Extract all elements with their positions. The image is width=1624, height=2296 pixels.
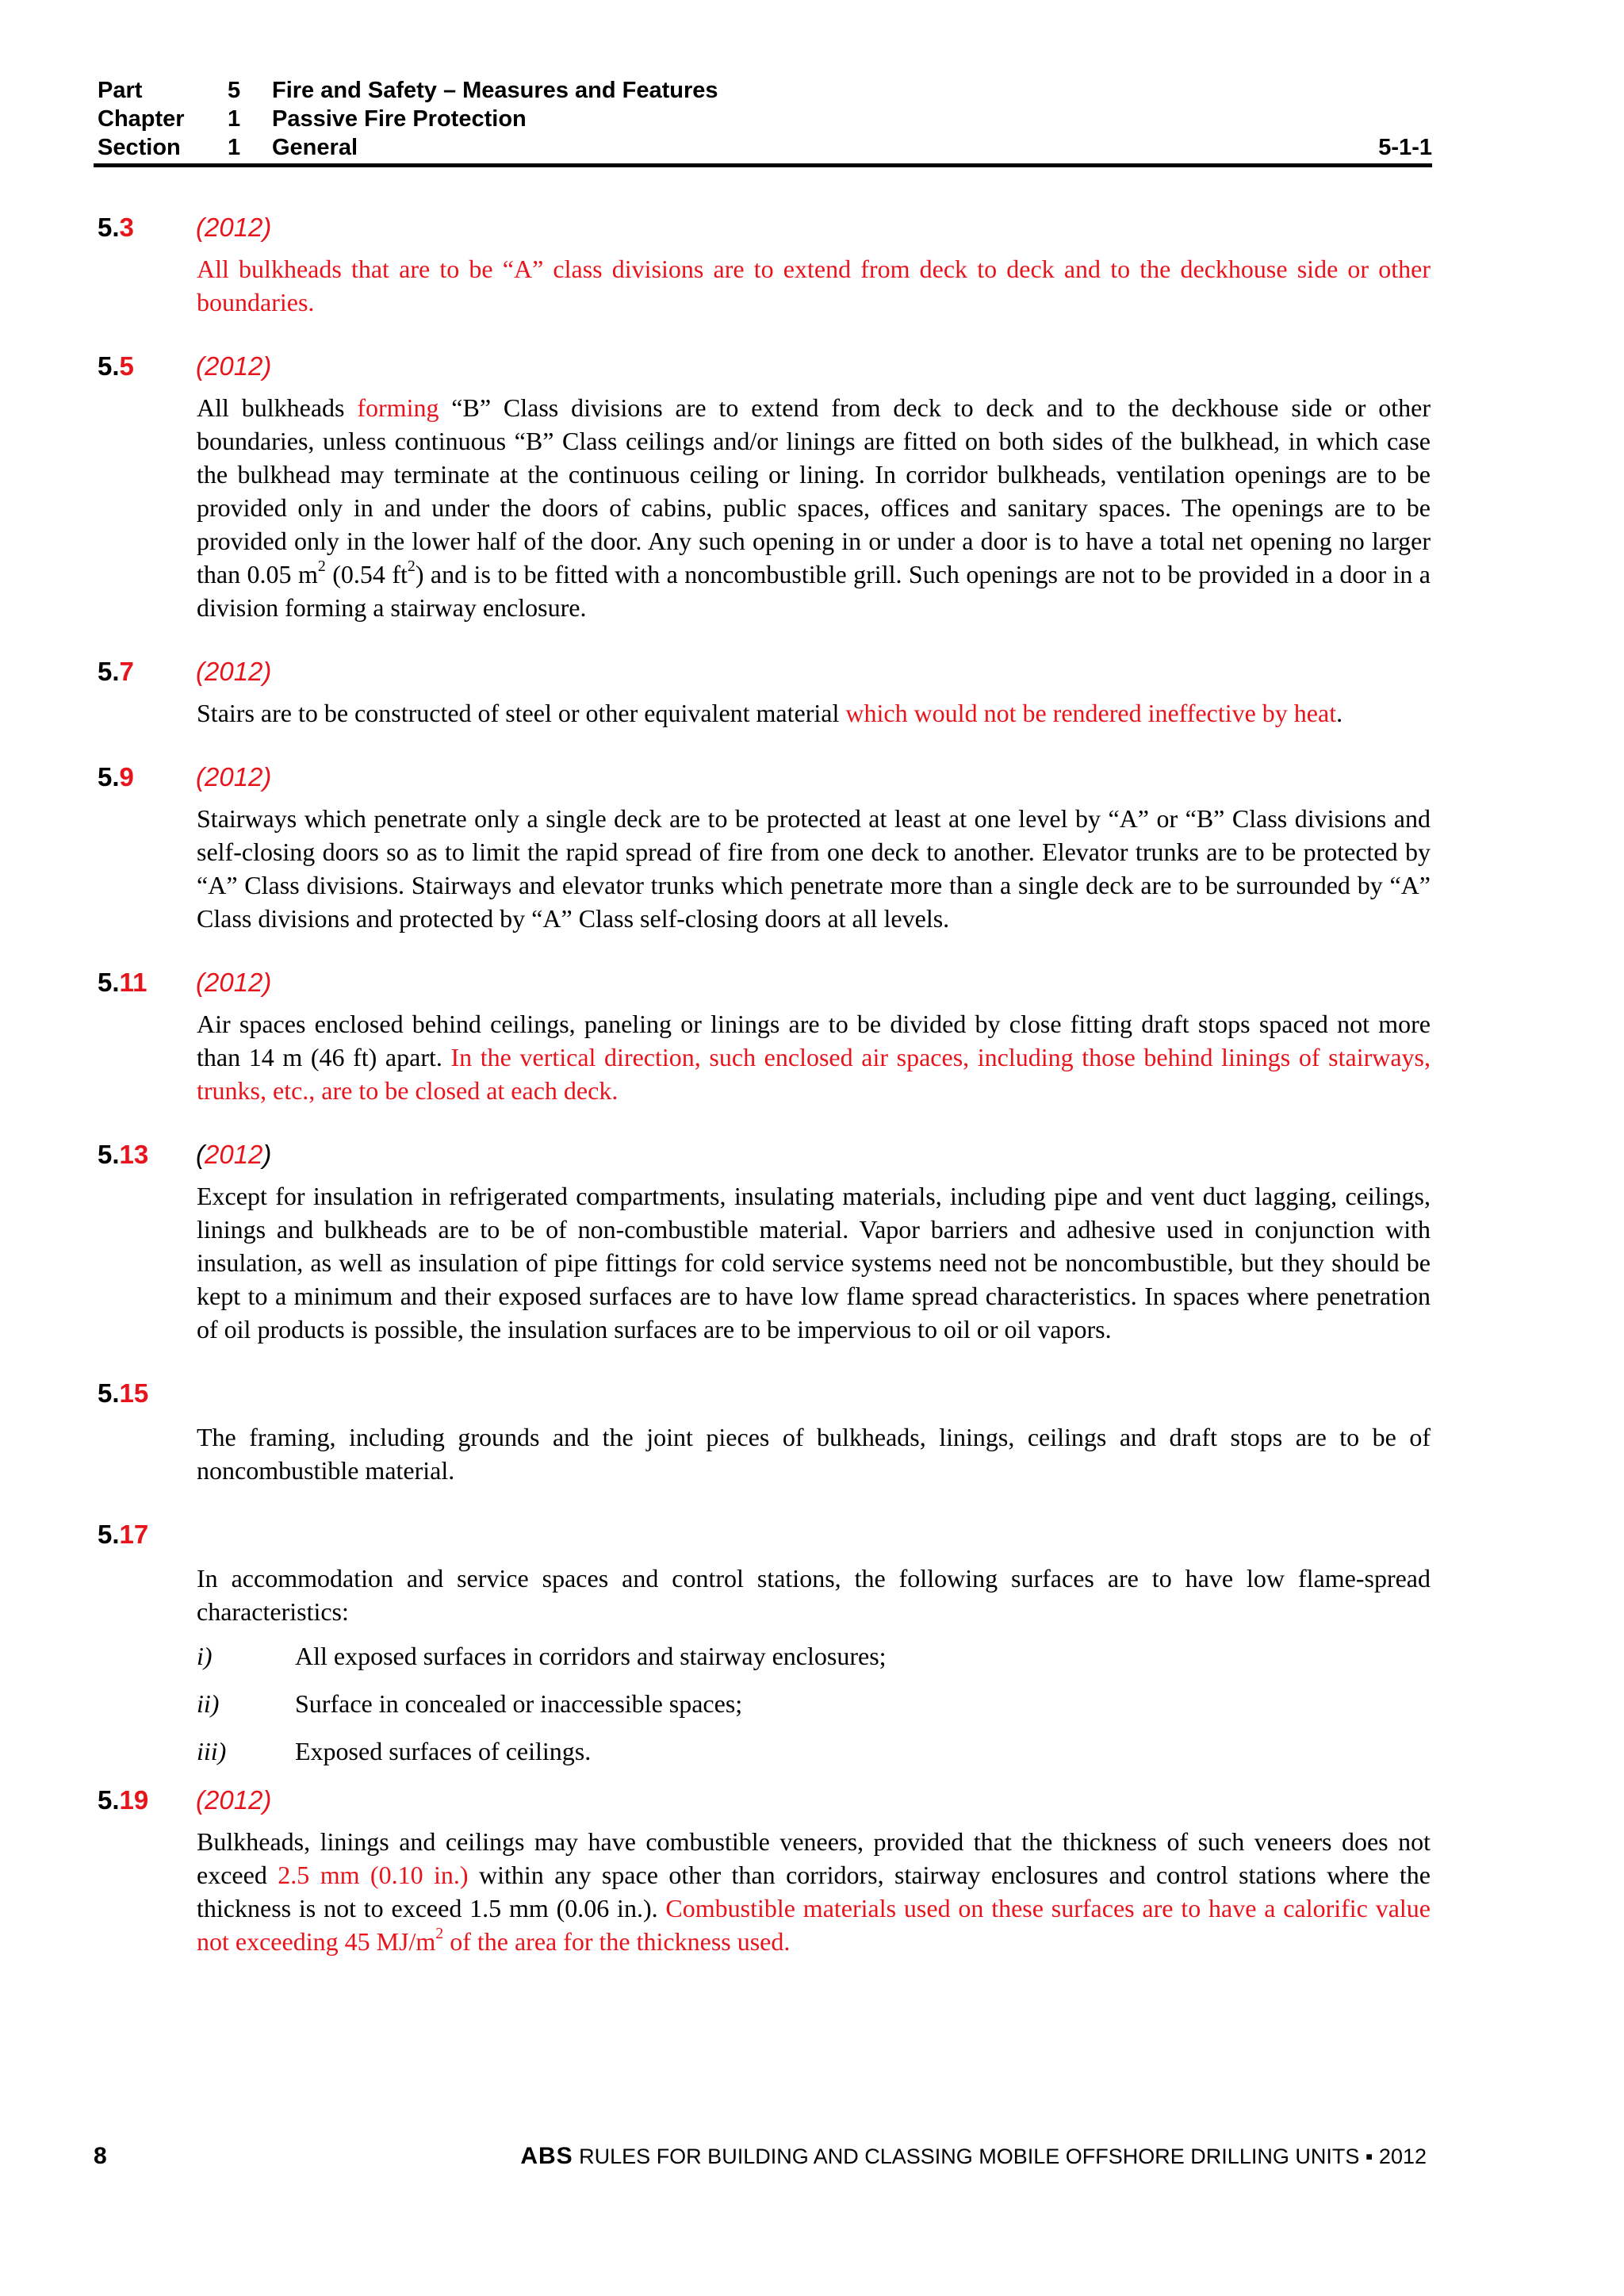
paragraph-5-17 — [98, 1520, 1431, 1768]
header-chapter-title: Passive Fire Protection — [272, 106, 527, 132]
paragraph-text: All bulkheads forming “B” Class divisions are to extend from deck to deck and to the deckhouse side or other boundaries, unless continuous “B” Class ceilings and/or linings are fitted on both sides of the bulkhead, in which case the bulkhead may terminate at the continuous ceiling or lining. In corridor bulkheads, ventilation openings are to be provided only in and under the doors of cabins, public spaces, offices and sanitary spaces. The openings are to be provided only in the lower half of the door. Any such opening in or under a door is to have a total net opening no larger than 0.05 $m^2$ (0.54 $ft^2$) and is to be fitted with a noncombustible grill. Such openings are not to be provided in a door in a division forming a stairway enclosure. — [197, 393, 1431, 622]
document-body — [98, 213, 1431, 1991]
list-item-text: Exposed surfaces of ceilings. — [295, 1737, 592, 1765]
paragraph-5-7 — [98, 657, 1431, 730]
paragraph-number: 5.7 — [98, 657, 134, 686]
header-reference: 5-1-1 — [1378, 135, 1432, 160]
paragraph-text: In accommodation and service spaces and control stations, the following surfaces are to have low flame-spread characteristics: — [197, 1564, 1431, 1626]
revision-tag: (2012) — [196, 1785, 272, 1815]
running-header — [98, 76, 1432, 162]
list-item — [197, 1639, 1431, 1673]
paragraph-text: The framing, including grounds and the joint pieces of bulkheads, linings, ceilings and draft stops are to be of noncombustible material. — [197, 1423, 1431, 1485]
paragraph-text: Except for insulation in refrigerated compartments, insulating materials, including pipe and vent duct lagging, ceilings, linings and bulkheads are to be of non-combustible material. Vapor barriers and adhesive used in conjunction with insulation, as well as insulation of pipe fittings for cold service systems need not be noncombustible, but they should be kept to a minimum and their exposed surfaces are to have low flame spread characteristics. In spaces where penetration of oil products is possible, the insulation surfaces are to be impervious to oil or oil vapors. — [197, 1182, 1431, 1343]
paragraph-number: 5.13 — [98, 1140, 149, 1169]
paragraph-heading — [98, 1140, 1431, 1179]
list-marker: ii) — [197, 1689, 220, 1718]
paragraph-heading — [98, 351, 1431, 391]
paragraph-text: Bulkheads, linings and ceilings may have combustible veneers, provided that the thickness of such veneers does not exceed 2.5 mm (0.10 in.) within any space other than corridors, stairway enclosures and control stations where the thickness is not to exceed 1.5 mm (0.06 in.). Combustible materials used on these surfaces are to have a calorific value not exceeding 45 $MJ/m^2$ of the area for the thickness used. — [197, 1827, 1431, 1956]
revision-tag: (2012) — [196, 213, 272, 242]
header-section-title: General — [272, 135, 358, 160]
revision-tag: (2012) — [196, 968, 272, 997]
paragraph-5-13 — [98, 1140, 1431, 1346]
list-item — [197, 1734, 1431, 1768]
paragraph-heading — [98, 1785, 1431, 1825]
header-chapter-label: Chapter — [98, 106, 185, 132]
paragraph-number: 5.15 — [98, 1378, 149, 1408]
header-section-label: Section — [98, 135, 181, 160]
paragraph-number: 5.11 — [98, 968, 147, 997]
list-item-text: Surface in concealed or inaccessible spaces; — [295, 1689, 743, 1718]
paragraph-text: Stairs are to be constructed of steel or other equivalent material which would not be rendered ineffective by heat. — [197, 699, 1343, 727]
header-part-title: Fire and Safety – Measures and Features — [272, 78, 718, 103]
paragraph-heading — [98, 213, 1431, 252]
paragraph-number: 5.5 — [98, 351, 134, 381]
paragraph-5-11 — [98, 968, 1431, 1107]
paragraph-number: 5.19 — [98, 1785, 149, 1815]
revision-tag: (2012) — [196, 657, 272, 686]
paragraph-heading — [98, 968, 1431, 1007]
header-chapter-row — [98, 105, 1432, 133]
paragraph-number: 5.9 — [98, 762, 134, 792]
paragraph-text: All bulkheads that are to be “A” class divisions are to extend from deck to deck and to the deckhouse side or other boundaries. — [197, 255, 1431, 316]
running-footer — [94, 2143, 1427, 2170]
paragraph-heading — [98, 657, 1431, 696]
paragraph-5-3 — [98, 213, 1431, 319]
revision-tag: (2012) — [196, 351, 272, 381]
header-section-number: 1 — [228, 135, 241, 160]
header-part-number: 5 — [228, 78, 241, 103]
header-section-row — [98, 133, 1432, 162]
list-marker: iii) — [197, 1737, 227, 1765]
header-divider — [94, 163, 1432, 167]
list-item-text: All exposed surfaces in corridors and stairway enclosures; — [295, 1642, 887, 1670]
paragraph-number: 5.3 — [98, 213, 134, 242]
paragraph-5-9 — [98, 762, 1431, 935]
paragraph-text: Stairways which penetrate only a single deck are to be protected at least at one level by “A” or “B” Class divisions and self-closing doors so as to limit the rapid spread of fire from one deck to another. Elevator trunks are to be protected by “A” Class divisions. Stairways and elevator trunks which penetrate more than a single deck are to be surrounded by “A” Class divisions and protected by “A” Class self-closing doors at all levels. — [197, 804, 1431, 933]
header-chapter-number: 1 — [228, 106, 241, 132]
paragraph-heading — [98, 762, 1431, 802]
list-marker: i) — [197, 1642, 213, 1670]
abs-wordmark: ABS — [520, 2143, 573, 2169]
header-part-label: Part — [98, 78, 143, 103]
paragraph-number: 5.17 — [98, 1520, 149, 1549]
paragraph-text: Air spaces enclosed behind ceilings, paneling or linings are to be divided by close fitting draft stops spaced not more than 14 m (46 ft) apart. In the vertical direction, such enclosed air spaces, including those behind linings of stairways, trunks, etc., are to be closed at each deck. — [197, 1010, 1431, 1105]
paragraph-5-19 — [98, 1785, 1431, 1958]
surface-list — [197, 1639, 1431, 1768]
paragraph-5-5 — [98, 351, 1431, 624]
publication-title: ABS RULES FOR BUILDING AND CLASSING MOBILE OFFSHORE DRILLING UNITS ▪ 2012 — [520, 2143, 1427, 2169]
paragraph-heading — [98, 1520, 1431, 1559]
paragraph-heading — [98, 1378, 1431, 1418]
revision-tag: (2012) — [196, 1140, 272, 1169]
paragraph-5-15 — [98, 1378, 1431, 1487]
header-part-row — [98, 76, 1432, 105]
revision-tag: (2012) — [196, 762, 272, 792]
list-item — [197, 1687, 1431, 1720]
page-number: 8 — [94, 2143, 107, 2169]
